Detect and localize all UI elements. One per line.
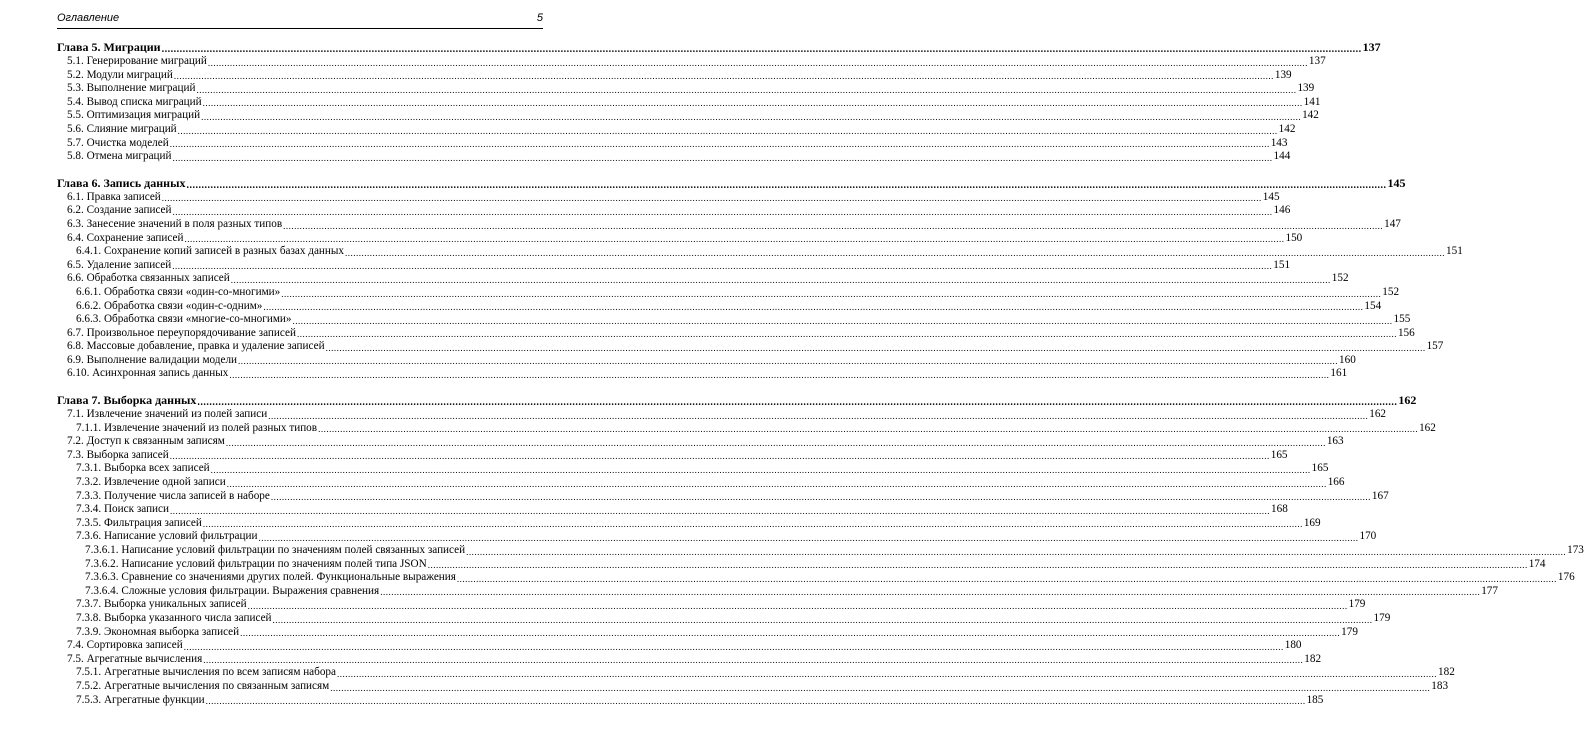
- toc-entry-page-number: 165: [1270, 448, 1288, 461]
- toc-entry-page-number: 147: [1384, 217, 1401, 230]
- toc-entry[interactable]: [57, 435, 1344, 449]
- dot-leader: ................................................................................................................................................................................................................................................................................................................................................................................................................: [161, 44, 1362, 55]
- dot-leader: ................................................................................................................................................................................................................................................................................................................................................................................................................: [205, 696, 1306, 707]
- toc-entry[interactable]: [57, 95, 1321, 110]
- toc-entry[interactable]: [57, 476, 1345, 490]
- toc-entry-page-number: 167: [1371, 489, 1389, 502]
- dot-leader: ................................................................................................................................................................................................................................................................................................................................................................................................................: [202, 98, 1303, 109]
- dot-leader: ................................................................................................................................................................................................................................................................................................................................................................................................................: [172, 206, 1273, 217]
- toc-entry[interactable]: [57, 584, 1498, 599]
- toc-entry[interactable]: [57, 217, 1401, 232]
- toc-entry[interactable]: [57, 421, 1436, 436]
- chapter-entry[interactable]: [57, 393, 1417, 409]
- table-of-contents: [57, 40, 1584, 719]
- toc-entry-title: 7.3.8. Выборка указанного числа записей: [76, 611, 272, 624]
- dot-leader: ................................................................................................................................................................................................................................................................................................................................................................................................................: [170, 505, 1270, 516]
- dot-leader: ................................................................................................................................................................................................................................................................................................................................................................................................................: [268, 410, 1369, 421]
- dot-leader: ................................................................................................................................................................................................................................................................................................................................................................................................................: [380, 587, 1481, 598]
- toc-entry-title: 7.3.2. Извлечение одной записи: [76, 476, 226, 489]
- toc-entry[interactable]: [57, 408, 1386, 422]
- dot-leader: ................................................................................................................................................................................................................................................................................................................................................................................................................: [283, 220, 1384, 231]
- toc-entry-page-number: 142: [1302, 109, 1319, 122]
- header-title: Оглавление: [57, 12, 120, 24]
- toc-entry-title: 6.6.3. Обработка связи «многие-со-многими»: [76, 313, 292, 326]
- toc-entry-page-number: 160: [1339, 353, 1356, 366]
- dot-leader: ................................................................................................................................................................................................................................................................................................................................................................................................................: [172, 152, 1273, 163]
- chapter-entry-title: Глава 7. Выборка данных: [57, 393, 197, 408]
- toc-entry-page-number: 139: [1297, 82, 1315, 95]
- toc-entry-title: 6.6.1. Обработка связи «один-со-многими»: [76, 285, 281, 298]
- toc-entry-title: 6.4.1. Сохранение копий записей в разных базах данных: [76, 245, 344, 258]
- dot-leader: ................................................................................................................................................................................................................................................................................................................................................................................................................: [427, 560, 1528, 571]
- toc-entry[interactable]: [57, 503, 1288, 517]
- toc-entry[interactable]: [57, 353, 1356, 368]
- toc-entry-title: 7.5.2. Агрегатные вычисления по связанным записям: [76, 679, 330, 692]
- toc-entry-page-number: 180: [1284, 639, 1302, 652]
- toc-entry-title: 6.9. Выполнение валидации модели: [67, 353, 238, 366]
- toc-entry-page-number: 151: [1273, 258, 1291, 271]
- dot-leader: ................................................................................................................................................................................................................................................................................................................................................................................................................: [186, 179, 1387, 191]
- dot-leader: ................................................................................................................................................................................................................................................................................................................................................................................................................: [247, 600, 1348, 611]
- dot-leader: ................................................................................................................................................................................................................................................................................................................................................................................................................: [229, 370, 1330, 381]
- toc-entry[interactable]: [57, 204, 1291, 218]
- toc-entry-page-number: 165: [1311, 462, 1329, 475]
- toc-entry-page-number: 162: [1419, 421, 1436, 434]
- toc-entry-title: 7.5.1. Агрегатные вычисления по всем записям набора: [76, 666, 336, 679]
- toc-entry-title: 7.3. Выборка записей: [67, 448, 169, 461]
- dot-leader: ................................................................................................................................................................................................................................................................................................................................................................................................................: [456, 573, 1557, 584]
- toc-entry-title: 7.3.6.3. Сравнение со значениями других полей. Функциональные выражения: [85, 571, 456, 584]
- toc-entry[interactable]: [57, 150, 1291, 164]
- dot-leader: ................................................................................................................................................................................................................................................................................................................................................................................................................: [270, 492, 1371, 503]
- toc-entry-page-number: 150: [1285, 231, 1303, 244]
- dot-leader: ................................................................................................................................................................................................................................................................................................................................................................................................................: [345, 247, 1445, 258]
- dot-leader: ................................................................................................................................................................................................................................................................................................................................................................................................................: [177, 125, 1278, 136]
- toc-entry[interactable]: [57, 231, 1303, 246]
- toc-entry[interactable]: [57, 611, 1391, 626]
- toc-entry-title: 7.3.4. Поиск записи: [76, 503, 169, 516]
- dot-leader: ................................................................................................................................................................................................................................................................................................................................................................................................................: [203, 655, 1304, 666]
- toc-chapter: [57, 393, 1584, 707]
- dot-leader: ................................................................................................................................................................................................................................................................................................................................................................................................................: [184, 234, 1285, 245]
- toc-entry[interactable]: [57, 82, 1315, 96]
- toc-entry-page-number: 142: [1278, 122, 1296, 135]
- toc-entry-page-number: 161: [1330, 367, 1348, 380]
- toc-entry[interactable]: [57, 340, 1444, 354]
- toc-entry-title: 5.5. Оптимизация миграций: [67, 109, 201, 122]
- dot-leader: ................................................................................................................................................................................................................................................................................................................................................................................................................: [281, 288, 1382, 299]
- dot-leader: ................................................................................................................................................................................................................................................................................................................................................................................................................: [240, 628, 1341, 639]
- dot-leader: ................................................................................................................................................................................................................................................................................................................................................................................................................: [210, 465, 1311, 476]
- toc-entry[interactable]: [57, 109, 1319, 123]
- chapter-entry-page-number: 137: [1362, 40, 1381, 54]
- toc-entry[interactable]: [57, 462, 1329, 476]
- dot-leader: ................................................................................................................................................................................................................................................................................................................................................................................................................: [230, 274, 1331, 285]
- toc-entry-page-number: 156: [1397, 326, 1415, 339]
- toc-entry[interactable]: [57, 367, 1348, 381]
- dot-leader: ................................................................................................................................................................................................................................................................................................................................................................................................................: [258, 533, 1359, 543]
- toc-entry[interactable]: [57, 489, 1389, 504]
- toc-entry-page-number: 170: [1359, 530, 1377, 543]
- toc-entry-title: 7.3.7. Выборка уникальных записей: [76, 598, 247, 611]
- toc-entry[interactable]: [57, 530, 1377, 544]
- toc-entry-title: 5.3. Выполнение миграций: [67, 82, 196, 95]
- running-header: [57, 6, 543, 29]
- toc-entry-page-number: 151: [1446, 245, 1463, 258]
- toc-entry[interactable]: [57, 55, 1326, 69]
- toc-entry-page-number: 174: [1528, 557, 1546, 570]
- toc-entry[interactable]: [57, 326, 1415, 341]
- chapter-entry-title: Глава 5. Миграции: [57, 40, 161, 54]
- chapter-entry-title: Глава 6. Запись данных: [57, 175, 186, 190]
- toc-entry-title: 6.1. Правка записей: [67, 190, 161, 203]
- toc-entry-title: 6.3. Занесение значений в поля разных типов: [67, 217, 283, 230]
- toc-entry-page-number: 144: [1273, 150, 1291, 163]
- toc-entry-title: 7.2. Доступ к связанным записям: [67, 435, 225, 448]
- toc-entry-title: 7.5.3. Агрегатные функции: [76, 693, 205, 706]
- toc-entry-page-number: 145: [1262, 190, 1280, 203]
- dot-leader: ................................................................................................................................................................................................................................................................................................................................................................................................................: [318, 424, 1419, 435]
- toc-entry-title: 6.6. Обработка связанных записей: [67, 272, 230, 285]
- toc-entry-page-number: 168: [1271, 503, 1288, 516]
- toc-entry-page-number: 163: [1326, 435, 1344, 448]
- toc-entry[interactable]: [57, 122, 1296, 137]
- toc-entry[interactable]: [57, 190, 1280, 205]
- toc-entry-title: 7.1. Извлечение значений из полей записи: [67, 408, 268, 421]
- toc-entry-title: 7.5. Агрегатные вычисления: [67, 652, 203, 665]
- toc-entry-title: 7.3.6.2. Написание условий фильтрации по значениям полей типа JSON: [85, 557, 427, 570]
- toc-entry-page-number: 179: [1348, 598, 1366, 611]
- toc-entry-title: 5.4. Вывод списка миграций: [67, 95, 202, 108]
- toc-chapter: [57, 175, 1463, 381]
- dot-leader: ................................................................................................................................................................................................................................................................................................................................................................................................................: [238, 356, 1339, 367]
- toc-entry-title: 7.3.1. Выборка всех записей: [76, 462, 210, 475]
- toc-entry[interactable]: [57, 639, 1302, 653]
- toc-entry[interactable]: [57, 448, 1288, 463]
- dot-leader: ................................................................................................................................................................................................................................................................................................................................................................................................................: [263, 302, 1364, 313]
- toc-entry[interactable]: [57, 625, 1358, 640]
- toc-entry-page-number: 173: [1567, 544, 1584, 556]
- toc-entry[interactable]: [57, 516, 1321, 531]
- toc-entry-title: 7.3.3. Получение числа записей в наборе: [76, 489, 270, 502]
- toc-entry-page-number: 143: [1270, 136, 1288, 149]
- toc-entry-title: 6.5. Удаление записей: [67, 258, 172, 271]
- toc-entry-title: 7.3.6.4. Сложные условия фильтрации. Выражения сравнения: [85, 584, 380, 597]
- chapter-entry[interactable]: [57, 40, 1381, 55]
- toc-entry-title: 6.2. Создание записей: [67, 204, 172, 217]
- toc-entry[interactable]: [57, 285, 1400, 300]
- dot-leader: ................................................................................................................................................................................................................................................................................................................................................................................................................: [196, 84, 1297, 95]
- toc-entry-page-number: 179: [1341, 625, 1358, 638]
- toc-entry[interactable]: [57, 598, 1366, 612]
- toc-entry-title: 7.3.6. Написание условий фильтрации: [76, 530, 258, 543]
- toc-entry-page-number: 166: [1327, 476, 1345, 489]
- toc-entry-title: 7.3.6.1. Написание условий фильтрации по значениям полей связанных записей: [85, 544, 466, 556]
- dot-leader: ................................................................................................................................................................................................................................................................................................................................................................................................................: [466, 546, 1567, 557]
- chapter-entry-page-number: 162: [1398, 393, 1417, 408]
- toc-entry[interactable]: [57, 299, 1382, 314]
- toc-entry-page-number: 152: [1331, 272, 1349, 285]
- toc-entry-page-number: 137: [1308, 55, 1326, 67]
- toc-entry-page-number: 169: [1303, 516, 1321, 529]
- dot-leader: ................................................................................................................................................................................................................................................................................................................................................................................................................: [226, 478, 1327, 489]
- toc-entry-title: 7.3.5. Фильтрация записей: [76, 516, 202, 529]
- toc-entry-page-number: 155: [1393, 313, 1411, 326]
- toc-entry-page-number: 182: [1438, 666, 1455, 679]
- toc-entry-title: 6.8. Массовые добавление, правка и удаление записей: [67, 340, 325, 353]
- chapter-entry[interactable]: [57, 175, 1406, 191]
- dot-leader: ................................................................................................................................................................................................................................................................................................................................................................................................................: [169, 139, 1270, 150]
- toc-entry-page-number: 146: [1273, 204, 1291, 217]
- toc-entry-page-number: 185: [1306, 693, 1324, 706]
- toc-entry[interactable]: [57, 666, 1455, 680]
- toc-entry[interactable]: [57, 679, 1449, 694]
- toc-entry-page-number: 139: [1274, 68, 1292, 81]
- toc-entry-page-number: 162: [1369, 408, 1386, 421]
- toc-entry-page-number: 154: [1364, 299, 1382, 312]
- dot-leader: ................................................................................................................................................................................................................................................................................................................................................................................................................: [330, 682, 1431, 693]
- dot-leader: ................................................................................................................................................................................................................................................................................................................................................................................................................: [296, 329, 1397, 340]
- toc-entry[interactable]: [57, 652, 1322, 667]
- dot-leader: ................................................................................................................................................................................................................................................................................................................................................................................................................: [169, 451, 1270, 462]
- toc-entry-page-number: 183: [1431, 679, 1449, 692]
- toc-entry[interactable]: [57, 557, 1546, 572]
- toc-entry-title: 7.1.1. Извлечение значений из полей разных типов: [76, 421, 318, 434]
- toc-entry-title: 5.2. Модули миграций: [67, 68, 173, 81]
- chapter-entry-page-number: 145: [1387, 175, 1406, 190]
- dot-leader: ................................................................................................................................................................................................................................................................................................................................................................................................................: [272, 614, 1373, 625]
- toc-entry-page-number: 179: [1373, 611, 1391, 624]
- toc-entry-title: 5.8. Отмена миграций: [67, 150, 172, 163]
- dot-leader: ................................................................................................................................................................................................................................................................................................................................................................................................................: [172, 261, 1273, 272]
- toc-entry[interactable]: [57, 272, 1349, 286]
- dot-leader: ................................................................................................................................................................................................................................................................................................................................................................................................................: [337, 668, 1437, 679]
- header-page-number: 5: [536, 12, 543, 24]
- dot-leader: ................................................................................................................................................................................................................................................................................................................................................................................................................: [173, 71, 1274, 82]
- toc-entry-page-number: 141: [1303, 95, 1321, 108]
- toc-entry[interactable]: [57, 693, 1324, 708]
- dot-leader: ................................................................................................................................................................................................................................................................................................................................................................................................................: [325, 342, 1426, 353]
- toc-entry[interactable]: [57, 313, 1411, 327]
- toc-entry-title: 5.7. Очистка моделей: [67, 136, 169, 149]
- toc-entry[interactable]: [57, 245, 1463, 259]
- toc-entry-title: 6.4. Сохранение записей: [67, 231, 184, 244]
- toc-entry-page-number: 157: [1426, 340, 1444, 353]
- toc-entry[interactable]: [57, 544, 1584, 558]
- dot-leader: ................................................................................................................................................................................................................................................................................................................................................................................................................: [225, 437, 1326, 448]
- dot-leader: ................................................................................................................................................................................................................................................................................................................................................................................................................: [292, 315, 1393, 326]
- toc-chapter: [57, 40, 1381, 164]
- dot-leader: ................................................................................................................................................................................................................................................................................................................................................................................................................: [197, 397, 1398, 409]
- toc-entry-page-number: 176: [1557, 571, 1575, 584]
- toc-entry[interactable]: [57, 136, 1288, 151]
- toc-entry-page-number: 152: [1382, 285, 1400, 298]
- dot-leader: ................................................................................................................................................................................................................................................................................................................................................................................................................: [202, 519, 1303, 530]
- toc-entry-title: 7.3.9. Экономная выборка записей: [76, 625, 240, 638]
- toc-entry-title: 5.6. Слияние миграций: [67, 122, 177, 135]
- toc-entry-title: 6.6.2. Обработка связи «один-с-одним»: [76, 299, 263, 312]
- toc-entry[interactable]: [57, 571, 1575, 585]
- toc-entry-title: 5.1. Генерирование миграций: [67, 55, 207, 67]
- dot-leader: ................................................................................................................................................................................................................................................................................................................................................................................................................: [161, 193, 1262, 204]
- dot-leader: ................................................................................................................................................................................................................................................................................................................................................................................................................: [183, 641, 1284, 652]
- toc-entry-title: 6.10. Асинхронная запись данных: [67, 367, 229, 380]
- toc-entry-title: 7.4. Сортировка записей: [67, 639, 183, 652]
- toc-entry-page-number: 182: [1304, 652, 1322, 665]
- dot-leader: ................................................................................................................................................................................................................................................................................................................................................................................................................: [201, 111, 1302, 122]
- toc-entry[interactable]: [57, 68, 1292, 83]
- toc-entry-title: 6.7. Произвольное переупорядочивание записей: [67, 326, 296, 339]
- toc-entry-page-number: 177: [1481, 584, 1498, 597]
- dot-leader: ................................................................................................................................................................................................................................................................................................................................................................................................................: [207, 57, 1308, 68]
- toc-entry[interactable]: [57, 258, 1291, 273]
